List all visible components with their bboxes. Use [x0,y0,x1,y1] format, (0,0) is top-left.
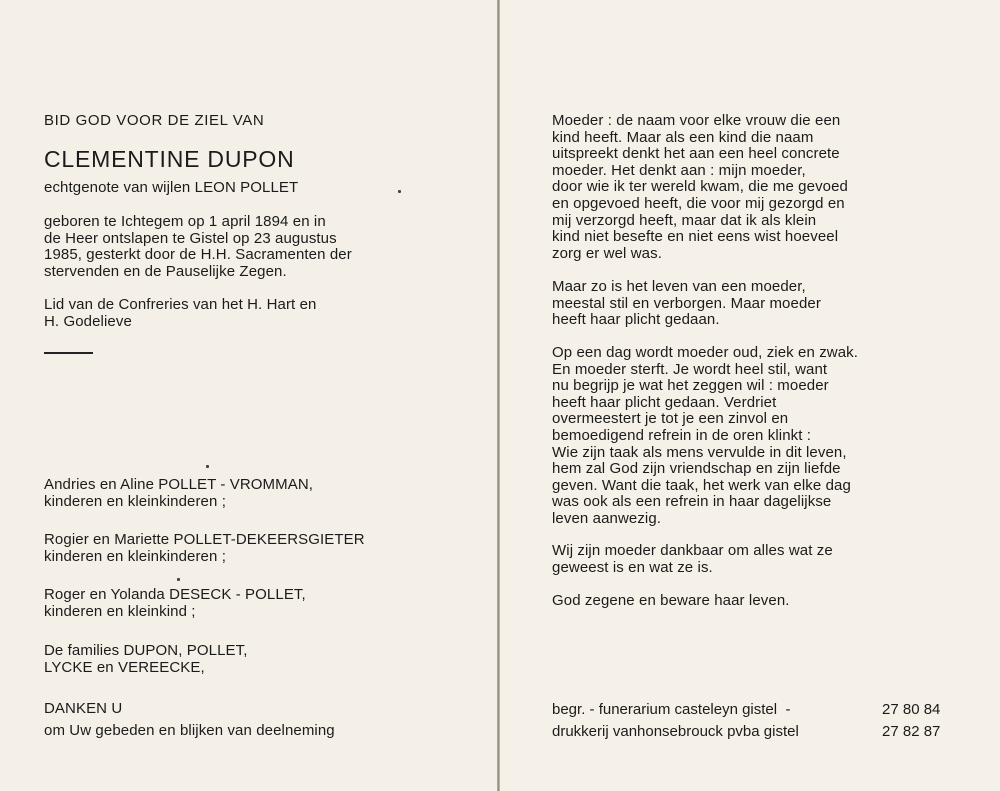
speck [177,578,180,581]
speck [398,190,401,193]
printer-line: drukkerij vanhonsebrouck pvba gistel [552,723,799,740]
funerarium-line: begr. - funerarium casteleyn gistel - [552,701,791,718]
thanks-title: DANKEN U [44,700,123,717]
poem-paragraph: Moeder : de naam voor elke vrouw die een kind heeft. Maar als een kind die naam uitspreekt denkt het aan een heel concrete moeder. Het denkt aan : mijn moeder, door wie ik ter wereld kwam, die me gevoed en opgevoed heeft, die voor mij gezorgd en mij verzorgd heeft, maar dat ik als klein kind niet besefte en niet eens wist hoeveel zorg er wel was. [552,112,848,262]
right-page [500,0,1000,791]
funerarium-phone: 27 80 84 [882,701,941,718]
divider-line [44,352,93,354]
biography: geboren te Ichtegem op 1 april 1894 en in de Heer ontslapen te Gistel op 23 augustus 1985, gesterkt door de H.H. Sacramenten der stervenden en de Pauselijke Zegen. [44,213,352,280]
spouse-line: echtgenote van wijlen LEON POLLET [44,179,299,196]
poem-paragraph: Maar zo is het leven van een moeder, meestal stil en verborgen. Maar moeder heeft haar plicht gedaan. [552,278,821,329]
printer-phone: 27 82 87 [882,723,941,740]
family-entry: Rogier en Mariette POLLET-DEKEERSGIETER kinderen en kleinkinderen ; [44,531,365,565]
left-page [0,0,498,791]
family-entry: Andries en Aline POLLET - VROMMAN, kinderen en kleinkinderen ; [44,476,314,510]
prayer-heading: BID GOD VOOR DE ZIEL VAN [44,112,265,129]
family-entry: Roger en Yolanda DESECK - POLLET, kinderen en kleinkind ; [44,586,306,620]
poem-paragraph: God zegene en beware haar leven. [552,592,790,609]
poem-paragraph: Op een dag wordt moeder oud, ziek en zwak. En moeder sterft. Je wordt heel stil, want nu begrijp je wat het zeggen wil : moeder heeft haar plicht gedaan. Verdriet overmeestert je tot je een zinvol en bemoedigend refrein in de oren klinkt : Wie zijn taak als mens vervulde in dit leven, hem zal God zijn vriendschap en zijn liefde geven. Want die taak, het werk van elke dag was ook als een refrein in haar dagelijkse leven aanwezig. [552,344,859,527]
speck [206,465,209,468]
thanks-text: om Uw gebeden en blijken van deelneming [44,722,335,739]
poem-paragraph: Wij zijn moeder dankbaar om alles wat ze geweest is en wat ze is. [552,542,833,576]
deceased-name: CLEMENTINE DUPON [44,146,295,172]
confrerie-membership: Lid van de Confreries van het H. Hart en H. Godelieve [44,296,317,330]
family-entry: De families DUPON, POLLET, LYCKE en VEREECKE, [44,642,248,676]
